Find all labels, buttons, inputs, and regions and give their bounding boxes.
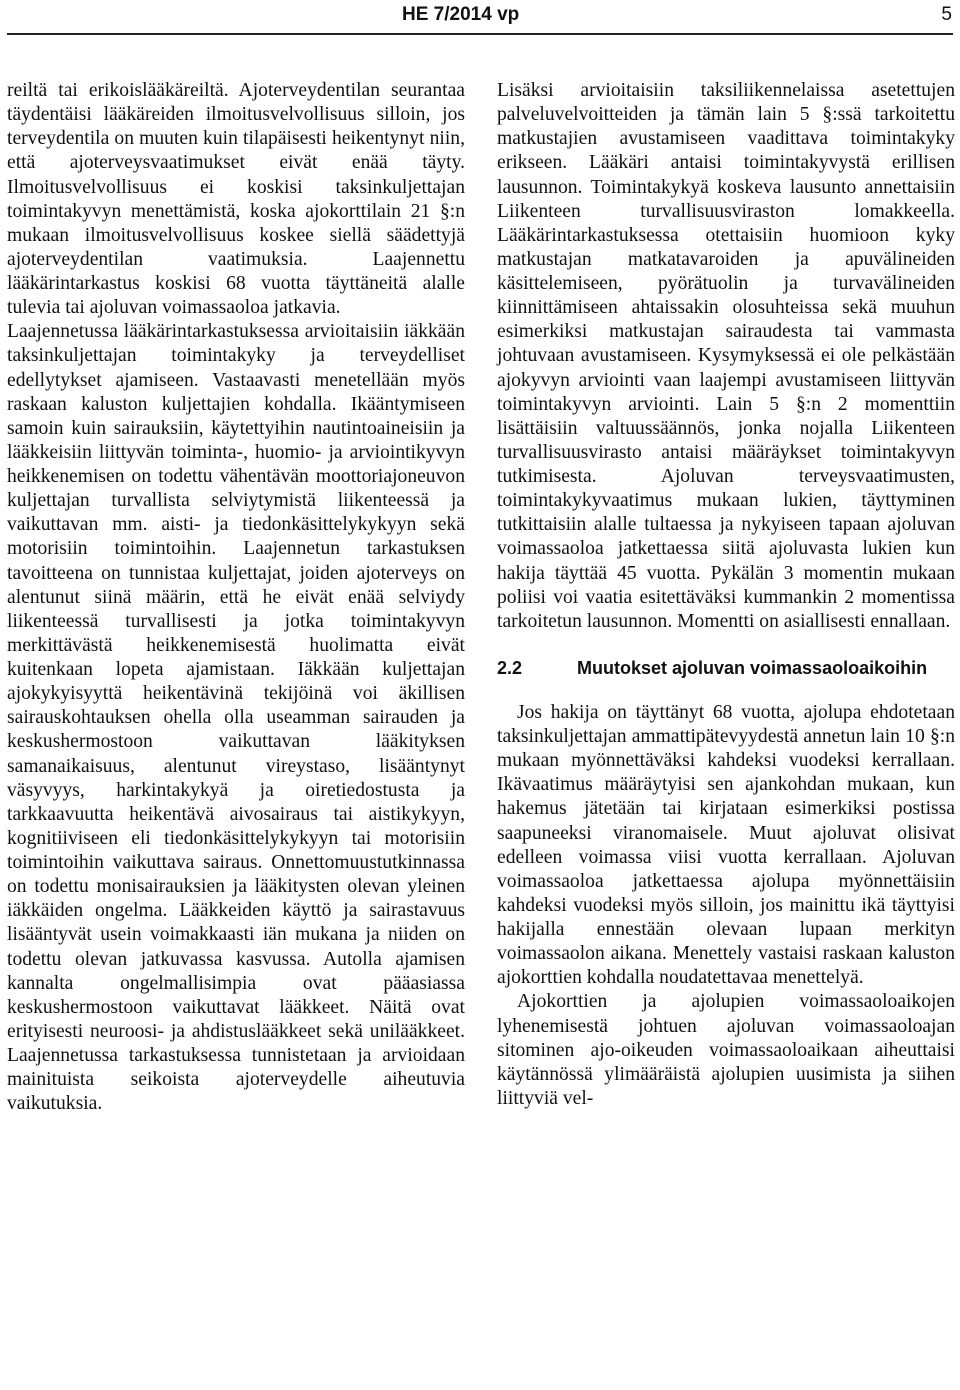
page-number: 5: [941, 4, 952, 25]
paragraph: reiltä tai erikoislääkäreiltä. Ajoterveydentilan seurantaa täydentäisi lääkäreiden ilmoitusvelvollisuus silloin, jos terveydentila on muuten kuin tilapäisesti heikentynyt niin, että ajoterveysvaatimukset eivät enää täyty. Ilmoitusvelvollisuus ei koskisi taksinkuljettajan toimintakyvyn menettämistä, koska ajokorttilain 21 §:n mukaan ilmoitusvelvollisuus koskee siellä säädettyjä ajoterveydentilan vaatimuksia. Laajennettu lääkärintarkastus koskisi 68 vuotta täyttäneitä alalle tulevia tai ajoluvan voimassaoloa jatkavia.: [7, 80, 465, 319]
section-heading: [497, 656, 955, 680]
paragraph: Laajennetussa lääkärintarkastuksessa arvioitaisiin iäkkään taksinkuljettajan toimintakyky ja terveydelliset edellytykset ajamiseen. Vastaavasti menetellään myös raskaan kaluston kuljettajien kohdalla. Ikääntymiseen samoin kuin sairauksiin, käytettyihin nautintoaineisiin ja lääkkeisiin liittyvän toiminta-, huomio- ja arviointikyvyn heikkenemisen on todettu vähentävän moottoriajoneuvon kuljettajan turvallista selviytymistä liikenteessä ja vaikuttavan mm. aisti- ja tiedonkäsittelykykyyn sekä motorisiin toimintoihin. Laajennetun tarkastuksen tavoitteena on tunnistaa kuljettajat, joiden ajoterveys on alentunut siinä määrin, että he eivät enää selviydy liikenteessä turvallisesti ja jotka toimintakyvyn merkittävästä heikkenemisestä huolimatta eivät kuitenkaan lopeta ajamistaan. Iäkkään kuljettajan ajokykyisyyttä heikentävinä tekijöinä voi äkillisen sairauskohtauksen ohella olla useamman sairauden ja keskushermostoon vaikuttavan lääkityksen samanaikaisuus, alentunut vireystaso, lisääntynyt väsyvyys, harkintakykyä ja oiretiedostusta ja tarkkaavuutta heikentävä aivosairaus tai aistikykyyn, kognitiiviseen eli tiedonkäsittelykykyyn tai motorisiin toimintoihin vaikuttava sairaus. Onnettomuustutkinnassa on todettu monisairauksien ja lääkitysten olevan yleinen iäkkäiden ongelma. Lääkkeiden käyttö ja sairastavuus lisääntyvät usein voimakkaasti iän mukana ja niiden on todettu olevan jatkuvassa kasvussa. Autolla ajamisen kannalta ongelmallisimpia ovat pääasiassa keskushermostoon vaikuttavat lääkkeet. Näitä ovat erityisesti neuroosi- ja ahdistuslääkkeet sekä unilääkkeet. Laajennetussa tarkastuksessa tunnistetaan ja arvioidaan mainituista seikoista ajoterveydelle aiheutuvia vaikutuksia.: [7, 321, 465, 1115]
paragraph: Jos hakija on täyttänyt 68 vuotta, ajolupa ehdotetaan taksinkuljettajan ammattipätevyydestä annetun lain 10 §:n mukaan myönnettäväksi kahdeksi vuodeksi kerrallaan. Ikävaatimus määräytyisi sen ajankohdan mukaan, kun hakemus jätetään tai kirjataan esimerkiksi postissa saapuneeksi viranomaisele. Muut ajoluvat olisivat edelleen voimassa viisi vuotta kerrallaan. Ajoluvan voimassaoloa jatkettaessa ajolupa myönnettäisiin kahdeksi vuodeksi myös silloin, jos mainittu ikä täyttyisi hakijalla ennestään olevaan lupaan merkityn voimassaolon aikana. Menettely vastaisi raskaan kaluston ajokorttien kohdalla noudatettavaa menettelyä.: [497, 701, 955, 989]
paragraph: Lisäksi arvioitaisiin taksiliikennelaissa asetettujen palveluvelvoitteiden ja tämän lain 5 §:ssä tarkoitettu matkustajien avustamiseen vaadittava toimintakyky erikseen. Lääkäri antaisi toimintakyvystä erillisen lausunnon. Toimintakykyä koskeva lausunto annettaisiin Liikenteen turvallisuusviraston lomakkeella. Lääkärintarkastuksessa otettaisiin huomioon kyky matkustajan matkatavaroiden ja apuvälineiden käsittelemiseen, pyörätuolin ja turvavälineiden kiinnittämiseen ahtaissakin olosuhteissa sekä muuhun esimerkiksi matkustajan sairaudesta tai vammasta johtuvaan avustamiseen. Kysymyksessä ei ole pelkästään ajokyvyn arviointi vaan laajempi avustamiseen liittyvän toimintakyvyn arviointi. Lain 5 §:n 2 momenttiin lisättäisiin valtuussäännös, jonka nojalla Liikenteen turvallisuusvirasto antaisi määräykset toimintakyvyn tutkimisesta. Ajoluvan terveysvaatimusten, toimintakykyvaatimus mukaan lukien, täyttyminen tutkittaisiin alalle tultaessa ja nykyiseen tapaan ajoluvan voimassaoloa jatkettaessa siitä ajoluvasta lukien kun hakija täyttää 45 vuotta. Pykälän 3 momentin mukaan poliisi voi vaatia esitettäväksi kummankin 2 momentissa tarkoitetun lausunnon. Momentti on asiallisesti ennallaan.: [497, 80, 955, 632]
document-id: HE 7/2014 vp: [402, 4, 520, 25]
left-column: [7, 79, 465, 1116]
right-column: [497, 79, 955, 1111]
section-number: 2.2: [497, 657, 523, 678]
page-header: [0, 0, 960, 34]
header-rule: [7, 33, 953, 35]
section-title: Muutokset ajoluvan voimassaoloaikoihin: [577, 657, 928, 678]
paragraph: Ajokorttien ja ajolupien voimassaoloaikojen lyhenemisestä johtuen ajoluvan voimassaoloajan sitominen ajo-oikeuden voimassaoloaikaan aiheuttaisi käytännössä ylimääräistä ajolupien uusimista ja siihen liittyviä vel-: [497, 991, 955, 1109]
